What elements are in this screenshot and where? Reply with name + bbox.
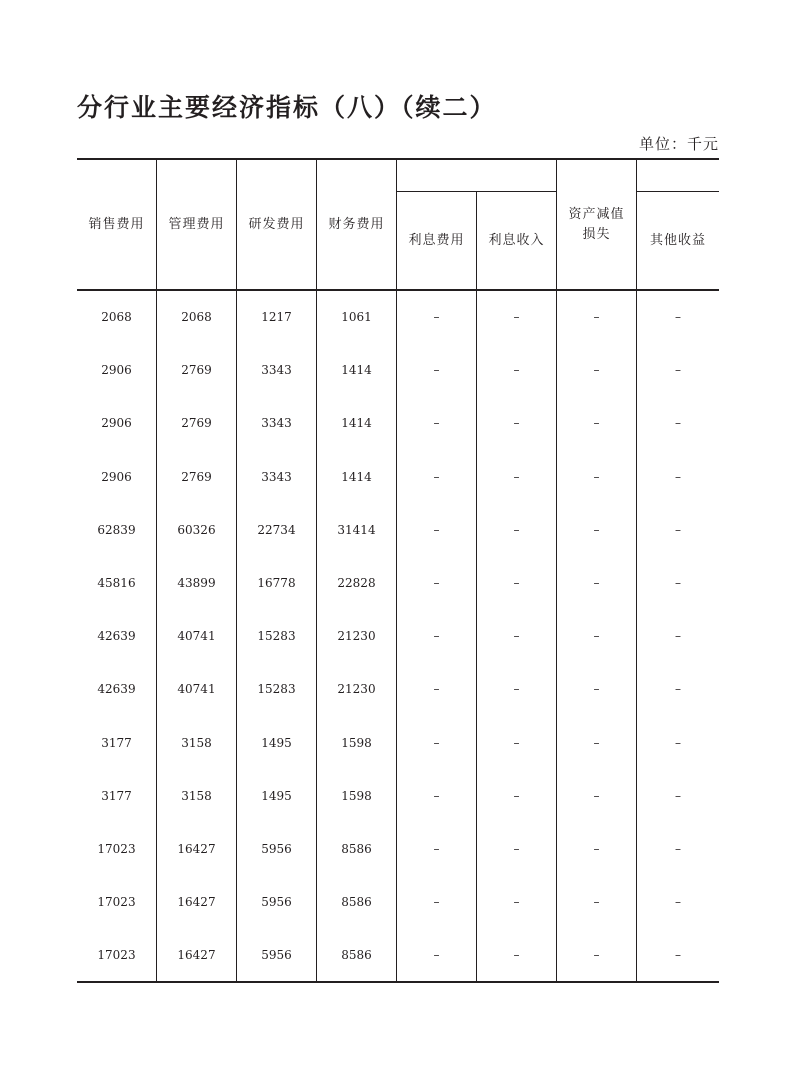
table-cell: – [675, 310, 681, 324]
table-cell: – [675, 416, 681, 431]
table-cell: 3158 [181, 788, 212, 803]
table-cell: – [675, 895, 681, 910]
table-cell: – [513, 469, 520, 484]
table-cell: 40741 [177, 629, 216, 644]
table-row [77, 876, 719, 929]
table-cell: 3343 [261, 416, 292, 431]
table-cell: 1414 [341, 469, 372, 484]
table-cell: 62839 [97, 522, 136, 537]
header-interest-expense: 利息费用 [408, 233, 465, 248]
table-cell: – [675, 682, 681, 697]
table-row [77, 770, 719, 823]
table-cell: 2906 [101, 469, 132, 484]
table-cell: – [593, 842, 600, 856]
table-cell: 2769 [181, 363, 212, 378]
table-cell: 16427 [177, 895, 216, 910]
table-cell: 16778 [257, 576, 296, 590]
table-cell: – [593, 948, 600, 963]
page-title: 分行业主要经济指标（八）（续二） [77, 93, 497, 122]
table-row [77, 291, 719, 344]
table-cell: 16427 [177, 842, 216, 856]
header-finance: 财务费用 [328, 217, 385, 232]
table-cell: 3343 [261, 469, 292, 484]
table-cell: 15283 [257, 682, 296, 697]
table-cell: 1598 [341, 735, 372, 750]
table-cell: 15283 [257, 629, 296, 644]
table-cell: – [433, 948, 440, 963]
table-cell: 40741 [177, 682, 216, 697]
table-cell: 21230 [337, 629, 376, 644]
table-cell: – [593, 735, 600, 750]
table-cell: – [433, 576, 440, 590]
table-cell: – [513, 310, 520, 324]
table-cell: 42639 [97, 629, 136, 644]
table-row [77, 451, 719, 504]
table-cell: – [513, 629, 520, 644]
table-cell: 1414 [341, 363, 372, 378]
table-cell: 5956 [261, 948, 292, 963]
table-row [77, 717, 719, 770]
table-cell: 2906 [101, 363, 132, 378]
table-top-rule [77, 158, 719, 160]
table-cell: – [593, 788, 600, 803]
table-cell: – [593, 682, 600, 697]
column-divider [636, 158, 637, 291]
table-cell: 45816 [97, 576, 136, 590]
table-cell: 2906 [101, 416, 132, 431]
header-impairment-line2: 损失 [582, 227, 611, 242]
table-cell: 1495 [261, 788, 292, 803]
table-cell: 31414 [337, 522, 376, 537]
table-cell: – [675, 629, 681, 644]
table-cell: 42639 [97, 682, 136, 697]
table-cell: – [675, 576, 681, 590]
header-impairment-line1: 资产减值 [568, 207, 625, 222]
table-cell: – [433, 363, 440, 378]
table-cell: 17023 [97, 895, 136, 910]
table-cell: 2068 [101, 310, 132, 324]
table-cell: – [513, 948, 520, 963]
table-cell: – [433, 310, 440, 324]
column-divider [396, 158, 397, 291]
table-cell: 1061 [341, 310, 372, 324]
table-cell: – [513, 522, 520, 537]
table-cell: 8586 [341, 948, 372, 963]
table-cell: – [513, 416, 520, 431]
table-row [77, 929, 719, 982]
table-cell: – [513, 735, 520, 750]
table-cell: 2769 [181, 469, 212, 484]
unit-label: 单位：千元 [638, 135, 719, 153]
table-cell: – [593, 363, 600, 378]
table-cell: 17023 [97, 948, 136, 963]
header-impairment [557, 205, 636, 245]
header-rnd: 研发费用 [248, 217, 305, 232]
table-cell: – [675, 735, 681, 750]
subheader-rule [636, 191, 719, 192]
table-row [77, 557, 719, 610]
table-cell: – [593, 629, 600, 644]
table-cell: 16427 [177, 948, 216, 963]
subheader-rule [396, 191, 556, 192]
table-cell: 1217 [261, 310, 292, 324]
table-cell: 5956 [261, 895, 292, 910]
table-cell: 2769 [181, 416, 212, 431]
table-cell: – [433, 469, 440, 484]
table-cell: – [513, 363, 520, 378]
table-row [77, 344, 719, 397]
table-cell: 1598 [341, 788, 372, 803]
table-cell: – [675, 788, 681, 803]
table-cell: 1495 [261, 735, 292, 750]
table-cell: – [433, 842, 440, 856]
table-cell: – [593, 416, 600, 431]
table-cell: – [593, 895, 600, 910]
table-cell: 2068 [181, 310, 212, 324]
table-cell: 3177 [101, 788, 132, 803]
table-cell: 21230 [337, 682, 376, 697]
table-cell: – [593, 576, 600, 590]
table-cell: 17023 [97, 842, 136, 856]
table-cell: – [675, 842, 681, 856]
header-interest-income: 利息收入 [488, 233, 545, 248]
table-cell: – [675, 469, 681, 484]
table-cell: – [675, 948, 681, 963]
table-cell: – [433, 416, 440, 431]
table-cell: – [513, 895, 520, 910]
table-cell: 8586 [341, 895, 372, 910]
header-other-income: 其他收益 [649, 233, 706, 248]
table-row [77, 610, 719, 663]
table-cell: – [593, 310, 600, 324]
table-cell: – [513, 576, 520, 590]
table-cell: – [593, 469, 600, 484]
table-cell: – [433, 522, 440, 537]
table-cell: 43899 [177, 576, 216, 590]
table-cell: 60326 [177, 522, 216, 537]
header-admin: 管理费用 [168, 217, 225, 232]
table-cell: 5956 [261, 842, 292, 856]
table-cell: – [675, 363, 681, 378]
table-cell: 22828 [337, 576, 376, 590]
table-row [77, 663, 719, 716]
table-cell: – [433, 895, 440, 910]
table-cell: 3158 [181, 735, 212, 750]
table-cell: 22734 [257, 522, 296, 537]
table-cell: – [513, 788, 520, 803]
table-cell: 3343 [261, 363, 292, 378]
table-row [77, 504, 719, 557]
table-row [77, 823, 719, 876]
table-cell: – [675, 522, 681, 537]
table-cell: 1414 [341, 416, 372, 431]
table-row [77, 397, 719, 450]
table-bottom-rule [77, 981, 719, 983]
table-cell: – [433, 788, 440, 803]
table-cell: – [513, 682, 520, 697]
table-cell: – [433, 735, 440, 750]
table-cell: – [433, 629, 440, 644]
table-cell: – [513, 842, 520, 856]
table-cell: 8586 [341, 842, 372, 856]
table-cell: 3177 [101, 735, 132, 750]
table-cell: – [433, 682, 440, 697]
header-sales: 销售费用 [88, 217, 145, 232]
table-cell: – [593, 522, 600, 537]
